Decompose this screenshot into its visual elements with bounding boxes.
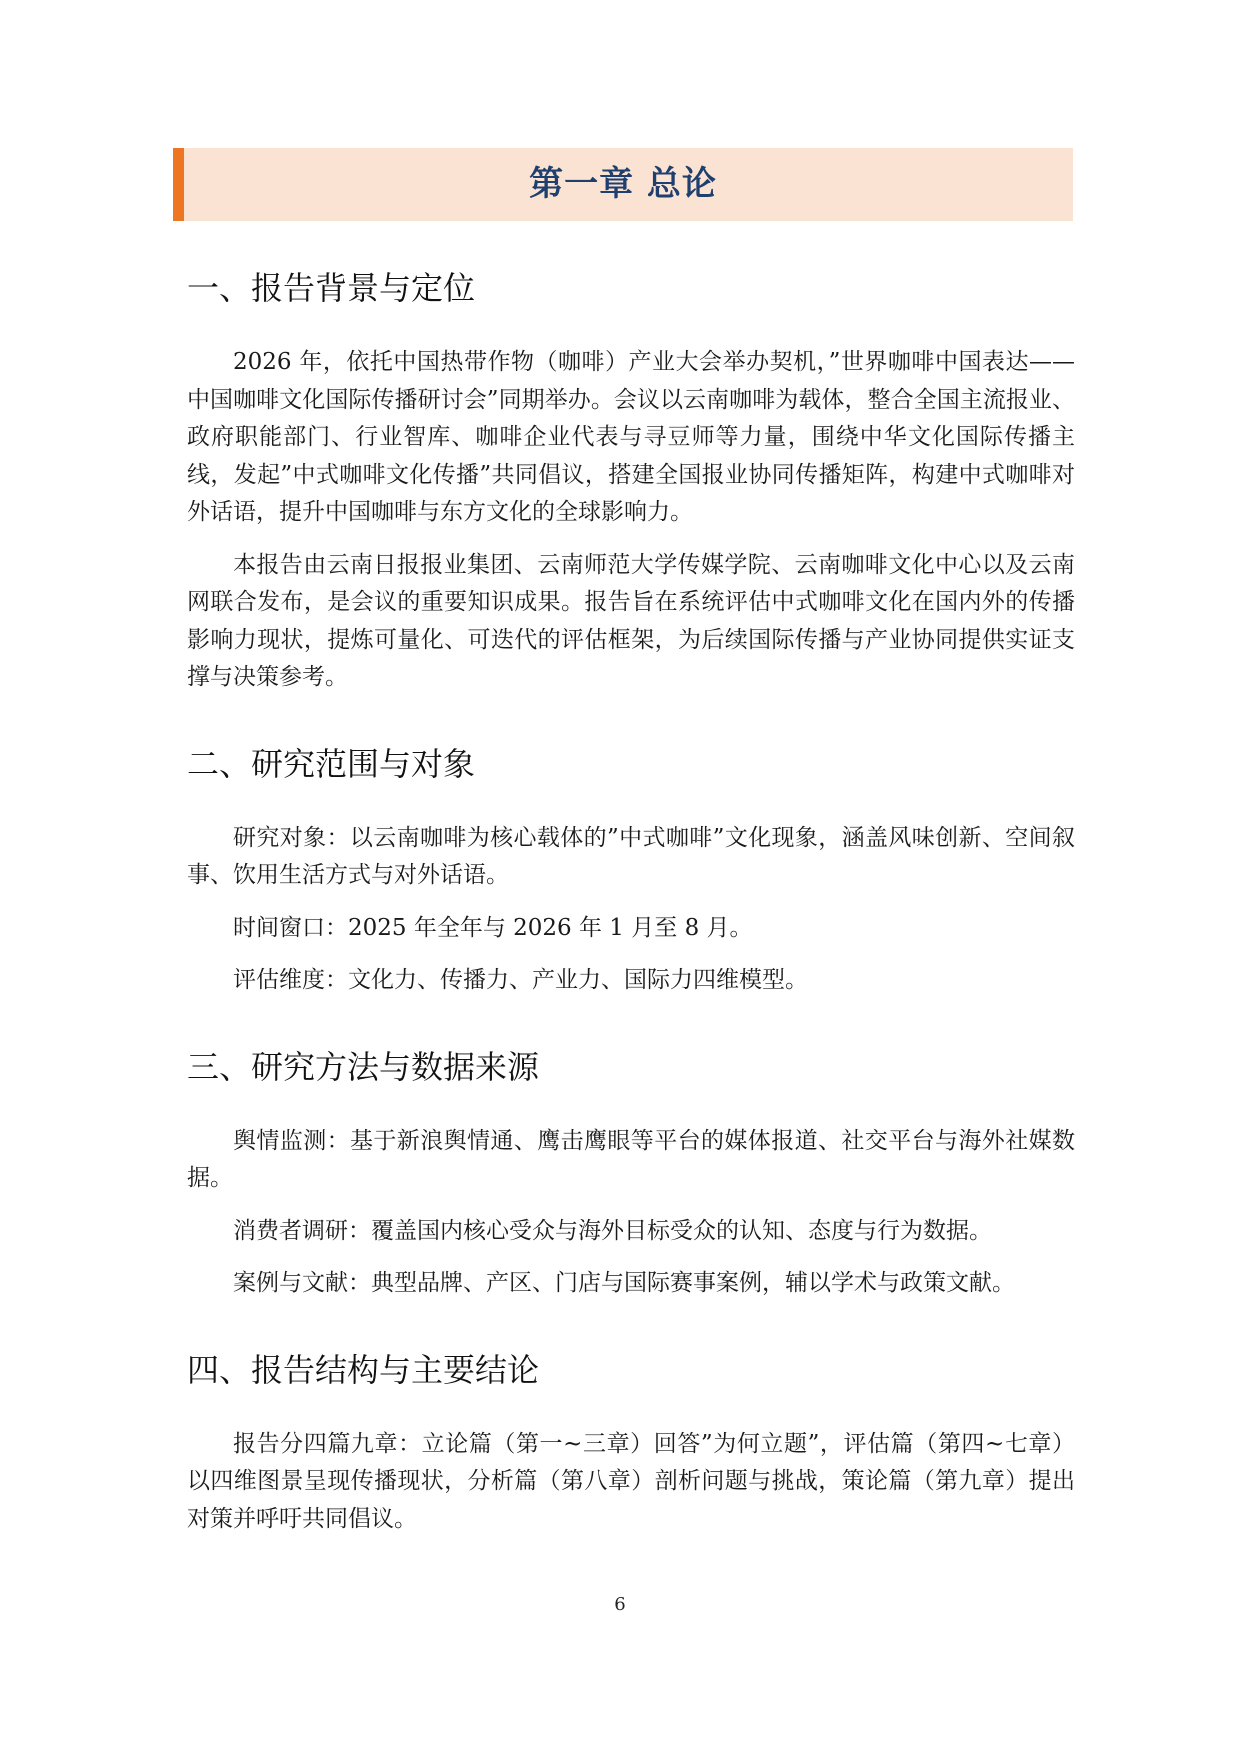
- paragraph: 案例与文献：典型品牌、产区、门店与国际赛事案例，辅以学术与政策文献。: [233, 1270, 1015, 1296]
- section-heading-methods: 三、研究方法与数据来源: [187, 1047, 540, 1086]
- section-heading-structure: 四、报告结构与主要结论: [187, 1350, 540, 1389]
- paragraph: 时间窗口：2025 年全年与 2026 年 1 月至 8 月。: [233, 914, 753, 941]
- page-number: 6: [614, 1594, 626, 1615]
- document-body: [187, 258, 1075, 1538]
- paragraph: 舆情监测：基于新浪舆情通、鹰击鹰眼等平台的媒体报道、社交平台与海外社媒数据。: [187, 1127, 1075, 1191]
- paragraph: 2026 年，依托中国热带作物（咖啡）产业大会举办契机，”世界咖啡中国表达——中国咖啡文化国际传播研讨会”同期举办。会议以云南咖啡为载体，整合全国主流报业、政府职能部门、行业智库、咖啡企业代表与寻豆师等力量，围绕中华文化国际传播主线，发起”中式咖啡文化传播”共同倡议，搭建全国报业协同传播矩阵，构建中式咖啡对外话语，提升中国咖啡与东方文化的全球影响力。: [187, 349, 1075, 525]
- chapter-title: 第一章 总论: [529, 164, 717, 204]
- paragraph: 消费者调研：覆盖国内核心受众与海外目标受众的认知、态度与行为数据。: [233, 1217, 992, 1244]
- section-heading-scope: 二、研究范围与对象: [187, 744, 476, 783]
- paragraph: 报告分四篇九章：立论篇（第一~三章）回答”为何立题”，评估篇（第四~七章）以四维图景呈现传播现状，分析篇（第八章）剖析问题与挑战，策论篇（第九章）提出对策并呼吁共同倡议。: [187, 1430, 1075, 1532]
- paragraph: 研究对象：以云南咖啡为核心载体的”中式咖啡”文化现象，涵盖风味创新、空间叙事、饮用生活方式与对外话语。: [187, 824, 1075, 888]
- chapter-banner: [173, 148, 1073, 221]
- paragraph: 评估维度：文化力、传播力、产业力、国际力四维模型。: [233, 967, 808, 993]
- section-heading-background: 一、报告背景与定位: [187, 269, 476, 307]
- paragraph: 本报告由云南日报报业集团、云南师范大学传媒学院、云南咖啡文化中心以及云南网联合发布，是会议的重要知识成果。报告旨在系统评估中式咖啡文化在国内外的传播影响力现状，提炼可量化、可迭代的评估框架，为后续国际传播与产业协同提供实证支撑与决策参考。: [187, 551, 1075, 690]
